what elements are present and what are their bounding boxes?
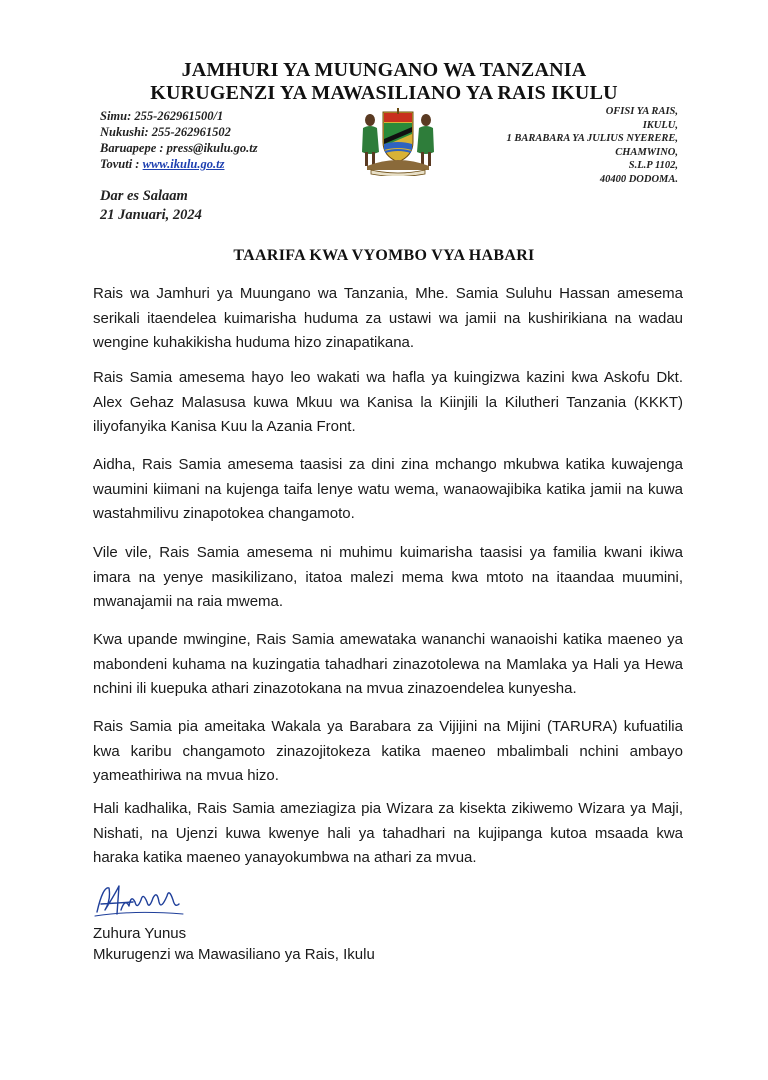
document-title: TAARIFA KWA VYOMBO VYA HABARI <box>233 247 535 264</box>
paragraph-1: Rais wa Jamhuri ya Muungano wa Tanzania, Mhe. Samia Suluhu Hassan amesema serikali itaendelea kuimarisha huduma za ustawi wa jamii na kushirikiana na wadau wengine kuhakikisha huduma hizo zinapatikana. <box>93 285 683 351</box>
paragraph-6: Rais Samia pia ameitaka Wakala ya Barabara za Vijijini na Mijini (TARURA) kufuatilia kwa karibu changamoto zinazojitokeza katika maeneo mbalimbali nchini ambayo yameathiriwa na mvua hizo. <box>93 718 683 784</box>
paragraph-4: Vile vile, Rais Samia amesema ni muhimu kuimarisha taasisi ya familia kwani ikiwa imara na yenye masikilizano, itatoa malezi mema kwa mtoto na itaandaa muumini, mwanajamii na raia mwema. <box>93 544 683 610</box>
address-line: OFISI YA RAIS, <box>605 106 678 117</box>
address-line: 1 BARABARA YA JULIUS NYERERE, <box>506 133 678 145</box>
phone-number: Simu: 255-262961500/1 <box>100 109 224 123</box>
header-line-2: KURUGENZI YA MAWASILIANO YA RAIS IKULU <box>150 82 618 104</box>
email-address: Baruapepe : press@ikulu.go.tz <box>100 141 258 155</box>
date: 21 Januari, 2024 <box>100 207 202 223</box>
website-label: Tovuti : <box>100 157 143 171</box>
address-line: S.L.P 1102, <box>628 160 678 172</box>
header-line-1: JAMHURI YA MUUNGANO WA TANZANIA <box>181 59 587 81</box>
paragraph-3: Aidha, Rais Samia amesema taasisi za dini zina mchango mkubwa katika kuwajenga waumini kiimani na kujenga taifa lenye watu wema, wanaowajibika katika jamii na kuwa wastahmilivu zinapotokea changamoto. <box>93 456 683 522</box>
signer-position: Mkurugenzi wa Mawasiliano ya Rais, Ikulu <box>93 945 375 963</box>
address-line: 40400 DODOMA. <box>599 173 678 185</box>
fax-number: Nukushi: 255-262961502 <box>100 125 231 139</box>
paragraph-2: Rais Samia amesema hayo leo wakati wa hafla ya kuingizwa kazini kwa Askofu Dkt. Alex Gehaz Malasusa kuwa Mkuu wa Kanisa la Kiinjili la Kilutheri Tanzania (KKKT) iliyofanyika Kanisa Kuu la Azania Front. <box>93 369 683 435</box>
signer-block <box>93 924 375 965</box>
address-block <box>458 105 678 187</box>
website-link[interactable]: www.ikulu.go.tz <box>142 157 225 171</box>
tanzania-coat-of-arms-icon <box>357 106 439 176</box>
paragraph-5: Kwa upande mwingine, Rais Samia amewataka wananchi wanaoishi katika maeneo ya mabondeni kuhama na kuzingatia tahadhari zinazotolewa na Mamlaka ya Hali ya Hewa nchini ili kuepuka athari zinazotokana na mvua zinazoendelea kunyesha. <box>93 631 683 697</box>
signer-name: Zuhura Yunus <box>93 925 187 942</box>
signature <box>93 880 193 922</box>
address-line: IKULU, <box>642 119 678 131</box>
address-line: CHAMWINO, <box>615 146 678 158</box>
paragraph-7: Hali kadhalika, Rais Samia ameziagiza pia Wizara za kisekta zikiwemo Wizara ya Maji, Nishati, na Ujenzi kuwa kwenye hali ya tahadhari na kujipanga kutoa msaada kwa haraka katika maeneo yanayokumbwa na athari za mvua. <box>93 800 683 866</box>
place: Dar es Salaam <box>100 188 188 204</box>
place-date-block <box>100 187 202 225</box>
contact-block <box>100 108 258 172</box>
website-row <box>100 156 258 172</box>
